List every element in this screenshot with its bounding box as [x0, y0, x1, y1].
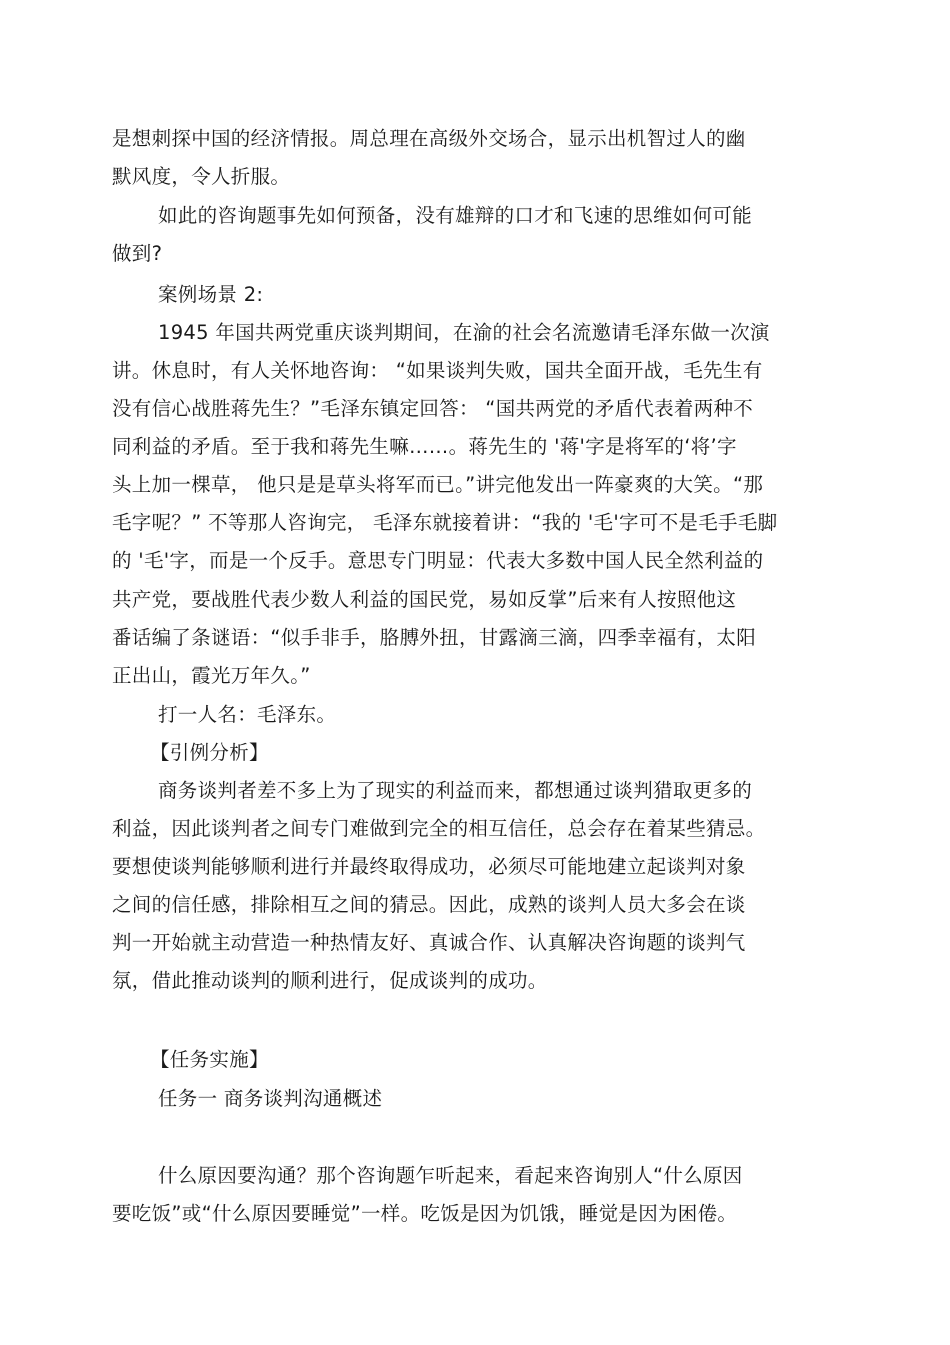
text-line: 商务谈判者差不多上为了现实的利益而来，都想通过谈判猎取更多的 [158, 779, 753, 802]
text-line: 打一人名：毛泽东。 [158, 703, 337, 726]
text-line: 利益，因此谈判者之间专门难做到完全的相互信任，总会存在着某些猜忌。 [112, 817, 766, 840]
text-line: 1945 年国共两党重庆谈判期间，在渝的社会名流邀请毛泽东做一次演 [158, 321, 770, 344]
text-line: 正出山，霞光万年久。” [112, 664, 311, 687]
text-line: 共产党，要战胜代表少数人利益的国民党，易如反掌”后来有人按照他这 [112, 588, 737, 611]
text-line: 之间的信任感，排除相互之间的猜忌。因此，成熟的谈判人员大多会在谈 [112, 893, 746, 916]
section-heading: 案例场景 2: [158, 283, 264, 306]
text-line: 判一开始就主动营造一种热情友好、真诚合作、认真解决咨询题的谈判气 [112, 931, 746, 954]
text-line: 没有信心战胜蒋先生？”毛泽东镇定回答： “国共两党的矛盾代表着两种不 [112, 397, 754, 420]
text-line: 是想刺探中国的经济情报。周总理在高级外交场合，显示出机智过人的幽 [112, 127, 746, 150]
text-line: 默风度，令人折服。 [112, 165, 291, 188]
section-heading: 任务一 商务谈判沟通概述 [158, 1087, 383, 1110]
text-line: 氛，借此推动谈判的顺利进行，促成谈判的成功。 [112, 969, 548, 992]
text-line: 做到? [112, 242, 163, 265]
text-line: 头上加一棵草， 他只是是草头将军而已。”讲完他发出一阵豪爽的大笑。“那 [112, 473, 764, 496]
text-line: 番话编了条谜语：“似手非手，胳膊外扭，甘露滴三滴，四季幸福有，太阳 [112, 626, 757, 649]
section-heading: 【任务实施】 [150, 1048, 269, 1071]
text-line: 毛字呢？” 不等那人咨询完， 毛泽东就接着讲：“我的 '毛'字可不是毛手毛脚 [112, 511, 778, 534]
text-line: 要吃饭”或“什么原因要睡觉”一样。吃饭是因为饥饿，睡觉是因为困倦。 [112, 1202, 738, 1225]
text-line: 什么原因要沟通？那个咨询题乍听起来，看起来咨询别人“什么原因 [158, 1164, 743, 1187]
text-line: 如此的咨询题事先如何预备，没有雄辩的口才和飞速的思维如何可能 [158, 204, 753, 227]
text-line: 要想使谈判能够顺利进行并最终取得成功，必须尽可能地建立起谈判对象 [112, 855, 746, 878]
text-line: 讲。休息时，有人关怀地咨询： “如果谈判失败，国共全面开战，毛先生有 [112, 359, 763, 382]
text-line: 的 '毛'字，而是一个反手。意思专门明显：代表大多数中国人民全然利益的 [112, 549, 764, 572]
section-heading: 【引例分析】 [150, 741, 269, 764]
text-line: 同利益的矛盾。至于我和蒋先生嘛……。蒋先生的 '蒋'字是将军的‘将’字 [112, 435, 737, 458]
